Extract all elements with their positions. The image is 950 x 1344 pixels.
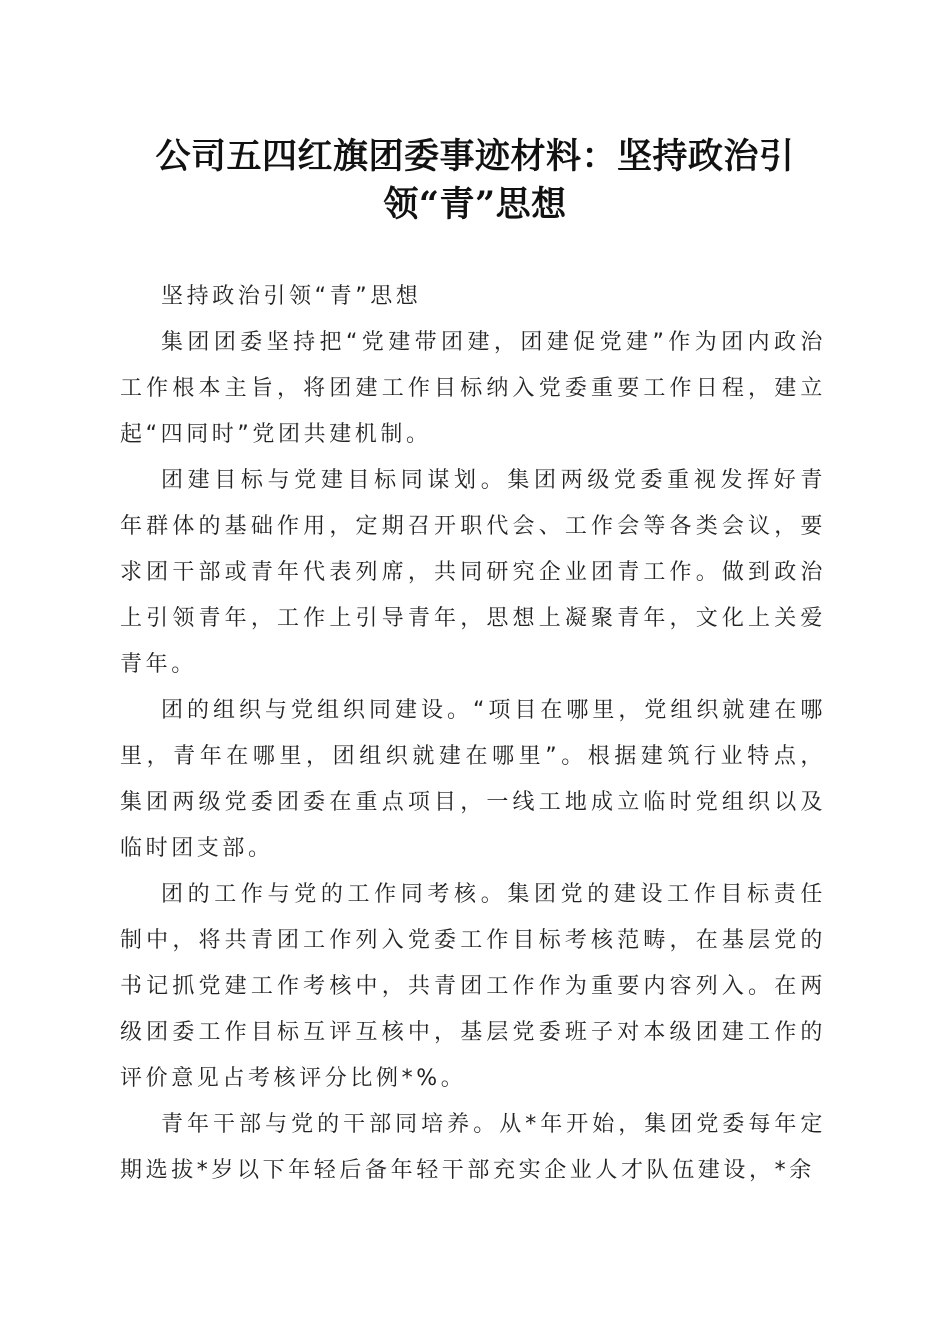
- paragraph: 团的组织与党组织同建设。“项目在哪里，党组织就建在哪里，青年在哪里，团组织就建在哪里”。根据建筑行业特点，集团两级党委团委在重点项目，一线工地成立临时党组织以及临时团支部。: [120, 698, 826, 861]
- paragraph: 团的工作与党的工作同考核。集团党的建设工作目标责任制中，将共青团工作列入党委工作目标考核范畴，在基层党的书记抓党建工作考核中，共青团工作作为重要内容列入。在两级团委工作目标互评互核中，基层党委班子对本级团建工作的评价意见占考核评分比例*%。: [120, 882, 826, 1091]
- section-heading: 坚持政治引领“青”思想: [161, 284, 422, 309]
- document-body: [120, 274, 826, 1194]
- paragraph: 青年干部与党的干部同培养。从*年开始，集团党委每年定期选拔*岁以下年轻后备年轻干部充实企业人才队伍建设，*余: [120, 1112, 826, 1183]
- paragraph: 集团团委坚持把“党建带团建，团建促党建”作为团内政治工作根本主旨，将团建工作目标纳入党委重要工作日程，建立起“四同时”党团共建机制。: [120, 330, 826, 447]
- document-title: 公司五四红旗团委事迹材料：坚持政治引领“青”思想: [155, 136, 795, 225]
- paragraph: 团建目标与党建目标同谋划。集团两级党委重视发挥好青年群体的基础作用，定期召开职代会、工作会等各类会议，要求团干部或青年代表列席，共同研究企业团青工作。做到政治上引领青年，工作上引导青年，思想上凝聚青年，文化上关爱青年。: [120, 468, 826, 677]
